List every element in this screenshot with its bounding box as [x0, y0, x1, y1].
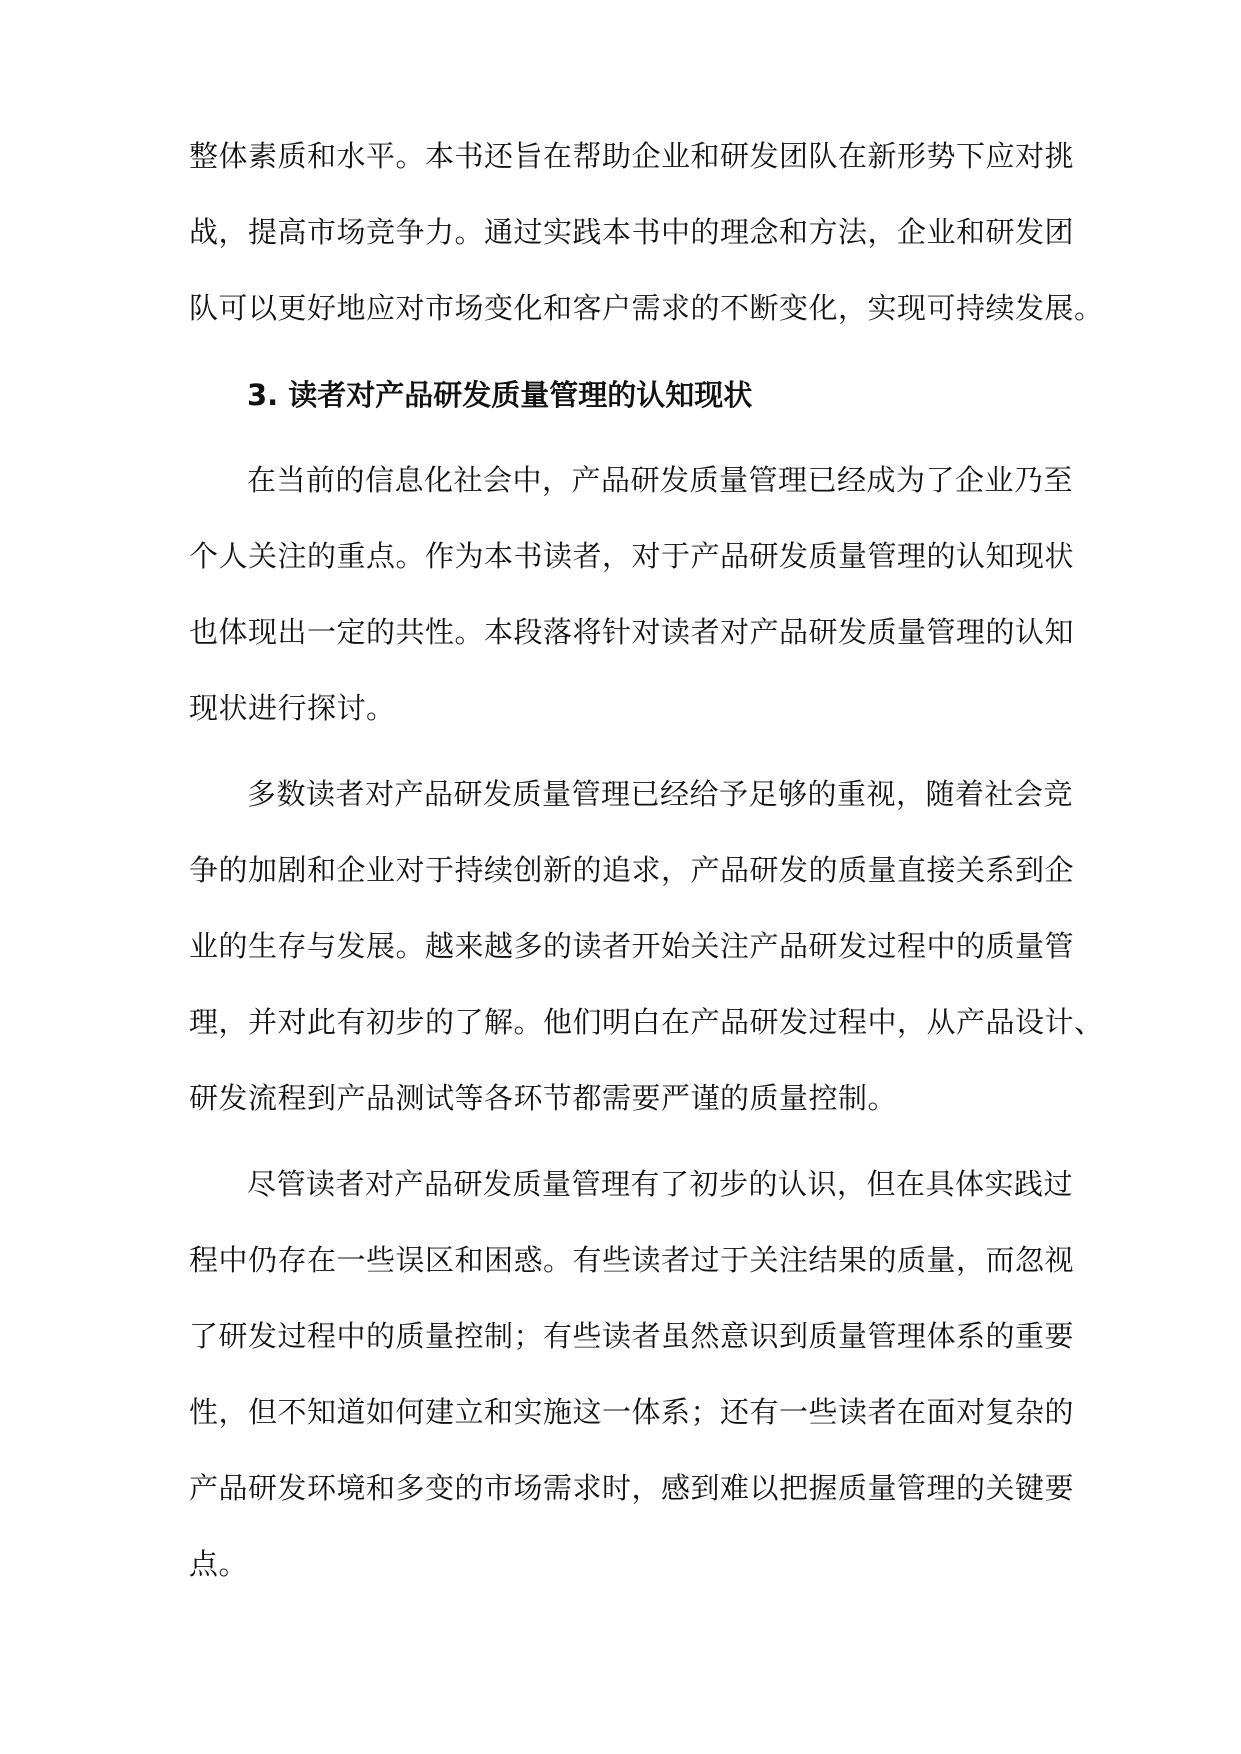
paragraph-2-line-4: 理，并对此有初步的了解。他们明白在产品研发过程中，从产品设计、: [189, 1005, 1104, 1039]
paragraph-1-line-3: 也体现出一定的共性。本段落将针对读者对产品研发质量管理的认知: [189, 615, 1075, 649]
paragraph-2-line-3: 业的生存与发展。越来越多的读者开始关注产品研发过程中的质量管: [189, 929, 1075, 963]
paragraph-2-line-5: 研发流程到产品测试等各环节都需要严谨的质量控制。: [189, 1081, 898, 1115]
paragraph-3-line-3: 了研发过程中的质量控制；有些读者虽然意识到质量管理体系的重要: [189, 1319, 1075, 1353]
paragraph-2-line-1: 多数读者对产品研发质量管理已经给予足够的重视，随着社会竞: [247, 777, 1074, 811]
paragraph-3-line-6: 点。: [189, 1547, 249, 1581]
paragraph-1-line-1: 在当前的信息化社会中，产品研发质量管理已经成为了企业乃至: [247, 463, 1074, 497]
paragraph-3-line-5: 产品研发环境和多变的市场需求时，感到难以把握质量管理的关键要: [189, 1471, 1075, 1505]
paragraph-intro-line-1: 整体素质和水平。本书还旨在帮助企业和研发团队在新形势下应对挑: [189, 139, 1075, 173]
paragraph-intro-line-2: 战，提高市场竞争力。通过实践本书中的理念和方法，企业和研发团: [189, 215, 1075, 249]
paragraph-2-line-2: 争的加剧和企业对于持续创新的追求，产品研发的质量直接关系到企: [189, 853, 1075, 887]
paragraph-1-line-4: 现状进行探讨。: [189, 691, 396, 725]
paragraph-3-line-4: 性，但不知道如何建立和实施这一体系；还有一些读者在面对复杂的: [189, 1395, 1075, 1429]
paragraph-3-line-1: 尽管读者对产品研发质量管理有了初步的认识，但在具体实践过: [247, 1167, 1074, 1201]
section-heading: 3. 读者对产品研发质量管理的认知现状: [247, 378, 753, 412]
paragraph-3-line-2: 程中仍存在一些误区和困惑。有些读者过于关注结果的质量，而忽视: [189, 1243, 1075, 1277]
paragraph-intro-line-3: 队可以更好地应对市场变化和客户需求的不断变化，实现可持续发展。: [189, 291, 1104, 325]
paragraph-1-line-2: 个人关注的重点。作为本书读者，对于产品研发质量管理的认知现状: [189, 539, 1075, 573]
